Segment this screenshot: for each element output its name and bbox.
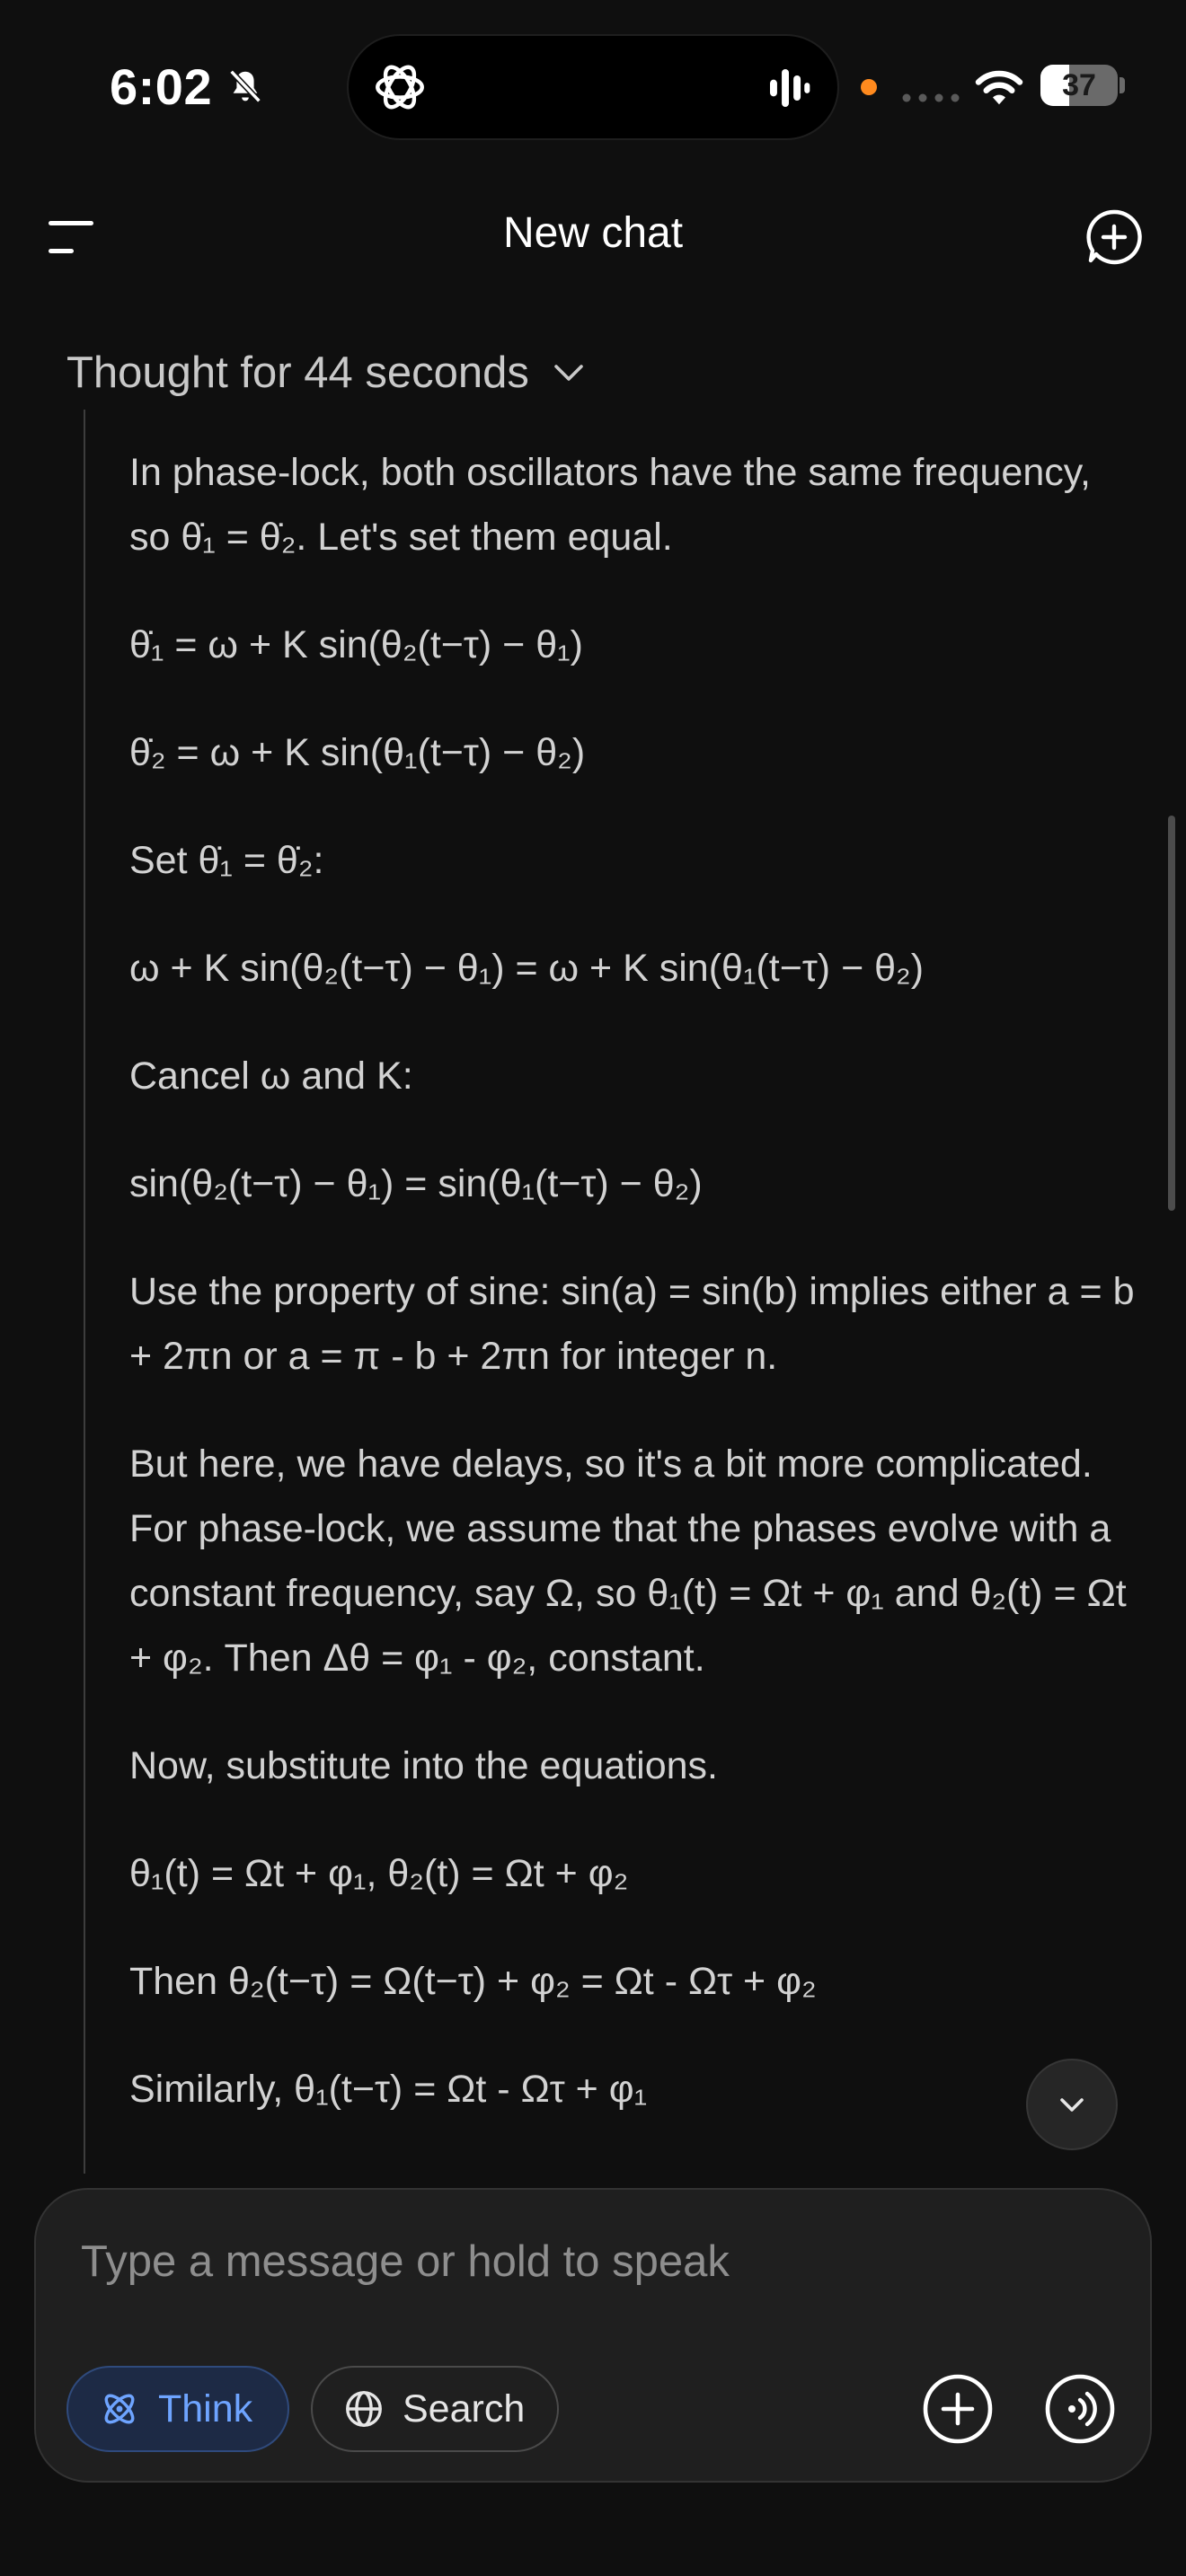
plus-circle-icon[interactable] (918, 2369, 997, 2448)
atom-icon (99, 2388, 140, 2430)
wifi-icon (972, 63, 1026, 108)
thought-paragraph: sin(θ₂(t−τ) − θ₁) = sin(θ₁(t−τ) − θ₂) (129, 1162, 703, 1205)
thought-label: Thought for 44 seconds (66, 348, 529, 397)
thought-paragraph: Cancel ω and K: (129, 1054, 413, 1098)
thought-paragraph: Now, substitute into the equations. (129, 1744, 718, 1787)
battery-icon (1040, 65, 1125, 106)
chevron-down-icon (1054, 2086, 1090, 2122)
battery-level: 37 (1062, 68, 1096, 102)
dynamic-island[interactable] (347, 34, 839, 140)
thought-paragraph: Then θ₂(t−τ) = Ω(t−τ) + φ₂ = Ωt - Ωτ + φ₂ (129, 1960, 817, 2003)
camera-indicator-dot (861, 79, 877, 95)
new-chat-icon[interactable] (1084, 207, 1145, 268)
status-time: 6:02 (110, 58, 213, 115)
thought-paragraph: Similarly, θ₁(t−τ) = Ωt - Ωτ + φ₁ (129, 2068, 648, 2111)
message-input[interactable] (81, 2226, 1069, 2298)
thought-toggle[interactable] (66, 341, 587, 404)
search-button[interactable] (311, 2366, 559, 2452)
signal-dots-icon (902, 93, 961, 102)
thought-divider (84, 410, 85, 2206)
status-bar (0, 0, 1186, 171)
thought-paragraph: In phase-lock, both oscillators have the same frequency, so θ̇₁ = θ̇₂. Let's set them equal. (129, 451, 1092, 559)
page-title: New chat (502, 209, 684, 257)
chatgpt-logo-icon (370, 57, 429, 117)
thought-paragraph: θ̇₂ = ω + K sin(θ₁(t−τ) − θ₂) (129, 731, 586, 774)
thought-paragraph: ω + K sin(θ₂(t−τ) − θ₁) = ω + K sin(θ₁(t−τ) − θ₂) (129, 947, 925, 990)
chevron-down-icon (551, 355, 587, 391)
voice-mode-icon[interactable] (1040, 2369, 1120, 2448)
audio-wave-icon (764, 63, 814, 113)
think-label: Think (158, 2386, 253, 2430)
think-button[interactable] (66, 2366, 289, 2452)
thought-paragraph: But here, we have delays, so it's a bit more complicated. For phase-lock, we assume that the phases evolve with a constant frequency, say Ω, so θ₁(t) = Ωt + φ₁ and θ₂(t) = Ωt + φ₂. Then Δθ = φ₁ - φ₂, constant. (129, 1442, 1127, 1680)
thought-paragraph: Use the property of sine: sin(a) = sin(b) implies either a = b + 2πn or a = π - b + 2πn for integer n. (129, 1270, 1135, 1378)
thought-paragraph: θ₁(t) = Ωt + φ₁, θ₂(t) = Ωt + φ₂ (129, 1852, 629, 1895)
search-label: Search (403, 2386, 526, 2430)
thought-content (129, 440, 1136, 2183)
bell-slash-icon (225, 66, 266, 108)
scroll-down-button[interactable] (1026, 2059, 1118, 2150)
globe-icon (343, 2388, 385, 2430)
scrollbar[interactable] (1168, 816, 1175, 1211)
message-composer (34, 2188, 1152, 2483)
thought-paragraph: Set θ̇₁ = θ̇₂: (129, 839, 324, 882)
thought-paragraph: θ̇₁ = ω + K sin(θ₂(t−τ) − θ₁) (129, 623, 583, 666)
